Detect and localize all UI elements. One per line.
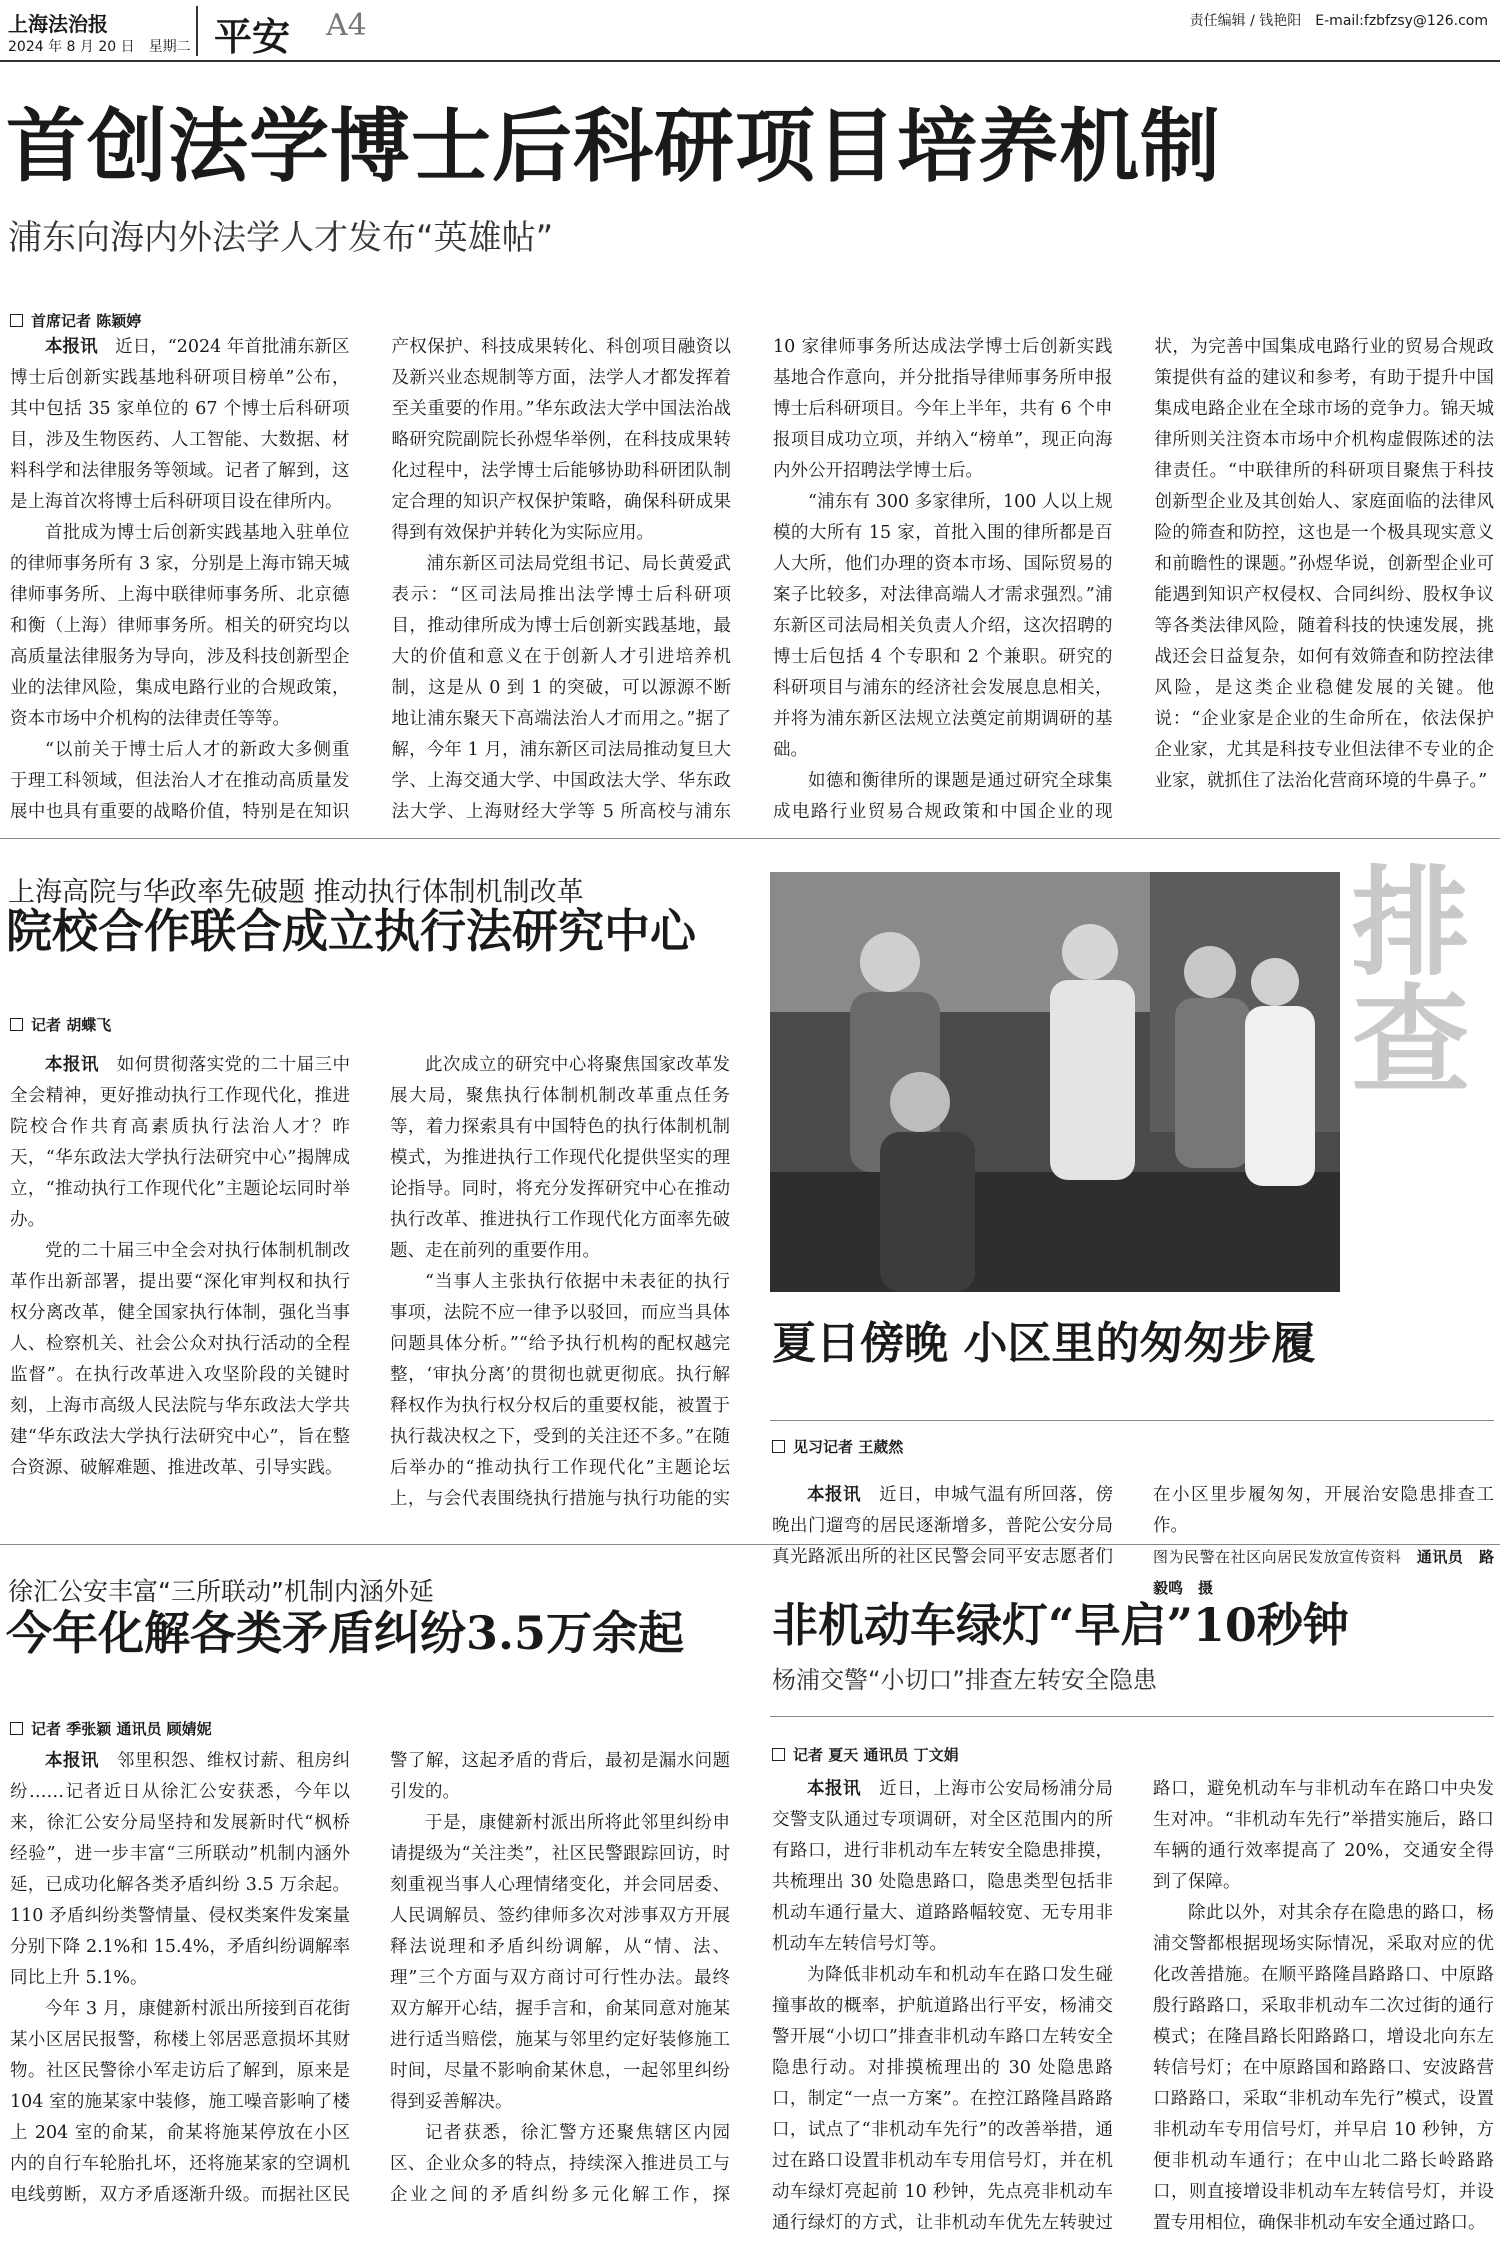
article4-paragraph: 为降低非机动车和机动车在路口发生碰撞事故的概率，护航道路出行平安，杨浦交警开展“小切口”排查非机动车路口左转安全隐患行动。对排摸梳理出的 30 处隐患路口，制定“一点一方案”。在控江路隆昌路路口，试点了“非机动车先行”的改善举措，通过在路口设置非机动车专用信号灯，并在机动车绿灯亮起前 10 秒钟，先点亮非机动车通行绿灯的方式，让非机动车优先左转驶过路口，避免机动车与非机动车在路口中央发生对冲。“非机动车先行”举措实施后，路口车辆的通行效率提高了 20%，交通安全得到了保障。 (772, 1779, 1494, 2233)
article2-byline: 记者 胡蝶飞 (10, 1014, 111, 1035)
article1-paragraph: 如德和衡律所的课题是通过研究全球集成电路行业贸易合规政策和中国企业的现状，为完善中国集成电路行业的贸易合规政策提供有益的建议和参考，有助于提升中国集成电路企业在全球市场的竞争力。锦天城律所则关注资本市场中介机构虚假陈述的法律责任。“中联律所的科研项目聚焦于科技创新型企业及其创始人、家庭面临的法律风险的筛查和防控，这也是一个极具现实意义和前瞻性的课题。”孙煜华说，创新型企业可能遇到知识产权侵权、合同纠纷、股权争议等各类法律风险，随着科技的快速发展，挑战还会日益复杂，如何有效筛查和防控法律风险，是这类企业稳健发展的关键。他说：“企业家是企业的生命所在，依法保护企业家，尤其是科技专业但法律不专业的企业家，就抓住了法治化营商环境的牛鼻子。” (773, 337, 1494, 822)
article1-paragraph: 首批成为博士后创新实践基地入驻单位的律师事务所有 3 家，分别是上海市锦天城律师事务所、上海中联律师事务所、北京德和衡（上海）律师事务所。相关的研究均以高质量法律服务为导向，涉及科技创新型企业的法律风险，集成电路行业的合规政策，资本市场中介机构的法律责任等等。 (10, 523, 350, 729)
photo-image (770, 872, 1340, 1292)
article4-byline: 记者 夏天 通讯员 丁文娟 (772, 1744, 959, 1765)
photo-story-paragraph: 本报讯 近日，申城气温有所回落，傍晚出门遛弯的居民逐渐增多，普陀公安分局真光路派出所的社区民警会同平安志愿者们在小区里步履匆匆，开展治安隐患排查工作。 (772, 1485, 1494, 1567)
article2-paragraph: “当事人主张执行依据中未表征的执行事项，法院不应一律予以驳回，而应当具体问题具体分析。”“给予执行机构的配权越完整，‘审执分离’的贯彻也就更彻底。执行解释权作为执行权分权后的重要权能，被置于执行裁决权之下，受到的关注还不多。”在随后举办的“推动执行工作现代化”主题论坛上，与会代表围绕执行措施与执行功能的实 (390, 1272, 730, 1509)
article2-paragraph: 本报讯 如何贯彻落实党的二十届三中全会精神，更好推动执行工作现代化，推进院校合作共育高素质执行法治人才？昨天，“华东政法大学执行法研究中心”揭牌成立，“推动执行工作现代化”主题论坛同时举办。 (10, 1055, 350, 1230)
article2-kicker: 上海高院与华政率先破题 推动执行体制机制改革 (8, 877, 584, 908)
byline-box-icon (10, 1018, 23, 1031)
article3-body (10, 1736, 730, 2246)
article4-subhead: 杨浦交警“小切口”排查左转安全隐患 (772, 1666, 1157, 1694)
article2-headline: 院校合作联合成立执行法研究中心 (6, 904, 696, 958)
article3-paragraph: 于是，康健新村派出所将此邻里纠纷申请提级为“关注类”，社区民警跟踪回访，时刻重视当事人心理情绪变化，并会同居委、人民调解员、签约律师多次对涉事双方开展释法说理和矛盾纠纷调解，从“情、法、理”三个方面与双方商讨可行性办法。最终双方解开心结，握手言和，俞某同意对施某进行适当赔偿，施某与邻里约定好装修施工时间，尽量不影响俞某休息，一起邻里纠纷得到妥善解决。 (390, 1813, 730, 2112)
article3-paragraph: 记者获悉，徐汇警方还聚焦辖区内园区、企业众多的特点，持续深入推进员工与企业之间的矛盾纠纷多元化解工作，探 (390, 2123, 730, 2205)
masthead-divider (196, 6, 198, 56)
article3-paragraph: 本报讯 邻里积怨、维权讨薪、租房纠纷……记者近日从徐汇公安获悉，今年以来，徐汇公安分局坚持和发展新时代“枫桥经验”，进一步丰富“三所联动”机制内涵外延，已成功化解各类矛盾纠纷 3.5 万余起。110 矛盾纠纷类警情量、侵权类案件发案量分别下降 2.1%和 15.4%，矛盾纠纷调解率同比上升 5.1%。 (10, 1751, 350, 1988)
photo-story-byline: 见习记者 王葳然 (772, 1436, 903, 1457)
article1-subhead: 浦东向海内外法学人才发布“英雄帖” (8, 218, 554, 258)
article4-body (772, 1736, 1494, 2246)
photo-story-rule (770, 1420, 1494, 1421)
newspaper-logo: 上海法治报 (8, 12, 108, 36)
article1-headline: 首创法学博士后科研项目培养机制 (6, 99, 1221, 193)
article3-kicker: 徐汇公安丰富“三所联动”机制内涵外延 (8, 1577, 434, 1606)
masthead-rule (0, 60, 1500, 62)
section-divider (0, 1544, 1500, 1545)
article1-byline: 首席记者 陈颖婷 (10, 310, 141, 331)
article4-headline: 非机动车绿灯“早启”10秒钟 (772, 1598, 1349, 1652)
article2-paragraph: 此次成立的研究中心将聚焦国家改革发展大局，聚焦执行体制机制改革重点任务等，着力探索具有中国特色的执行体制机制模式，为推进执行工作现代化提供坚实的理论指导。同时，将充分发挥研究中心在推动执行改革、推进执行工作现代化方面率先破题、走在前列的重要作用。 (390, 1055, 730, 1261)
article1-paragraph: “浦东有 300 多家律所，100 人以上规模的大所有 15 家，首批入围的律所都是百人大所，他们办理的资本市场、国际贸易的案子比较多，对法律高端人才需求强烈。”浦东新区司法局相关负责人介绍，这次招聘的博士后包括 4 个专职和 2 个兼职。研究的科研项目与浦东的经济社会发展息息相关，并将为浦东新区法规立法奠定前期调研的基础。 (773, 492, 1113, 760)
section-name: 平安 (214, 15, 291, 59)
article3-paragraph: 今年 3 月，康健新村派出所接到百花街某小区居民报警，称楼上邻居恶意损坏其财物。社区民警徐小军走访后了解到，原来是 104 室的施某家中装修，施工噪音影响了楼上 204 室的俞某，俞某将施某停放在小区内的自行车轮胎扎坏，还将施某家的空调机电线剪断，双方矛盾逐渐升级。而据社区民警了解，这起矛盾的背后，最初是漏水问题引发的。 (10, 1751, 730, 2205)
article4-paragraph: 本报讯 近日，上海市公安局杨浦分局交警支队通过专项调研，对全区范围内的所有路口，进行非机动车左转安全隐患排摸，共梳理出 30 处隐患路口，隐患类型包括非机动车通行量大、道路路幅较宽、无专用非机动车左转信号灯等。 (772, 1779, 1113, 1954)
photo-caption: 图为民警在社区向居民发放宣传资料 通讯员 路毅鸣 摄 (1153, 1548, 1494, 1597)
article1-paragraph: “以前关于博士后人才的新政大多侧重于理工科领域，但法治人才在推动高质量发展中也具有重要的战略价值，特别是在知识产权保护、科技成果转化、科创项目融资以及新兴业态规制等方面，法学人才都发挥着至关重要的作用。”华东政法大学中国法治战略研究院副院长孙煜华举例，在科技成果转化过程中，法学博士后能够协助科研团队制定合理的知识产权保护策略，确保科研成果得到有效保护并转化为实际应用。 (10, 337, 731, 822)
news-photo (770, 872, 1340, 1292)
photo-art-title: 排查 (1331, 860, 1471, 1096)
photo-story-headline: 夏日傍晚 小区里的匆匆步履 (772, 1318, 1316, 1369)
page-number: A4 (326, 8, 367, 43)
article1-paragraph: 本报讯 近日，“2024 年首批浦东新区博士后创新实践基地科研项目榜单”公布，其中包括 35 家单位的 67 个博士后科研项目，涉及生物医药、人工智能、大数据、材料科学和法律服务等领域。记者了解到，这是上海首次将博士后科研项目设在律所内。 (10, 337, 350, 512)
section-divider (0, 838, 1500, 839)
byline-box-icon (772, 1440, 785, 1453)
article1-paragraph: 浦东新区司法局党组书记、局长黄爱武表示：“区司法局推出法学博士后科研项目，推动律所成为博士后创新实践基地，最大的价值和意义在于创新人才引进培养机制，这是从 0 到 1 的突破，可以源源不断地让浦东聚天下高端法治人才而用之。”据了解，今年 1 月，浦东新区司法局推动复旦大学、上海交通大学、中国政法大学、华东政法大学、上海财经大学等 5 所高校与浦东 10 家律师事务所达成法学博士后创新实践基地合作意向，并分批指导律师事务所申报博士后科研项目。今年上半年，共有 6 个申报项目成功立项，并纳入“榜单”，现正向海内外公开招聘法学博士后。 (391, 337, 1113, 822)
article3-headline: 今年化解各类矛盾纠纷3.5万余起 (6, 1606, 685, 1660)
article1-body (10, 302, 1494, 822)
byline-box-icon (10, 1722, 23, 1735)
article4-rule (770, 1716, 1494, 1717)
article2-paragraph: 党的二十届三中全会对执行体制机制改革作出新部署，提出要“深化审判权和执行权分离改革，健全国家执行体制，强化当事人、检察机关、社会公众对执行活动的全程监督”。在执行改革进入攻坚阶段的关键时刻，上海市高级人民法院与华东政法大学共建“华东政法大学执行法研究中心”，旨在整合资源、破解难题、推进改革、引导实践。 (10, 1241, 350, 1478)
article2-body (10, 1050, 730, 1520)
editor-credit: 责任编辑 / 钱艳阳 E-mail:fzbfzsy@126.com (1189, 13, 1488, 29)
issue-date: 2024 年 8 月 20 日 星期二 (8, 39, 191, 55)
article4-paragraph: 除此以外，对其余存在隐患的路口，杨浦交警都根据现场实际情况，采取对应的优化改善措施。在顺平路隆昌路路口、中原路殷行路路口，采取非机动车二次过街的通行模式；在隆昌路长阳路路口，增设北向东左转信号灯；在中原路国和路路口、安波路营口路路口，采取“非机动车先行”模式，设置非机动车专用信号灯，并早启 10 秒钟，方便非机动车通行；在中山北二路长岭路路口，则直接增设非机动车左转信号灯，并设置专用相位，确保非机动车安全通过路口。 (1153, 1903, 1494, 2233)
article3-byline: 记者 季张颖 通讯员 顾婧妮 (10, 1718, 212, 1739)
